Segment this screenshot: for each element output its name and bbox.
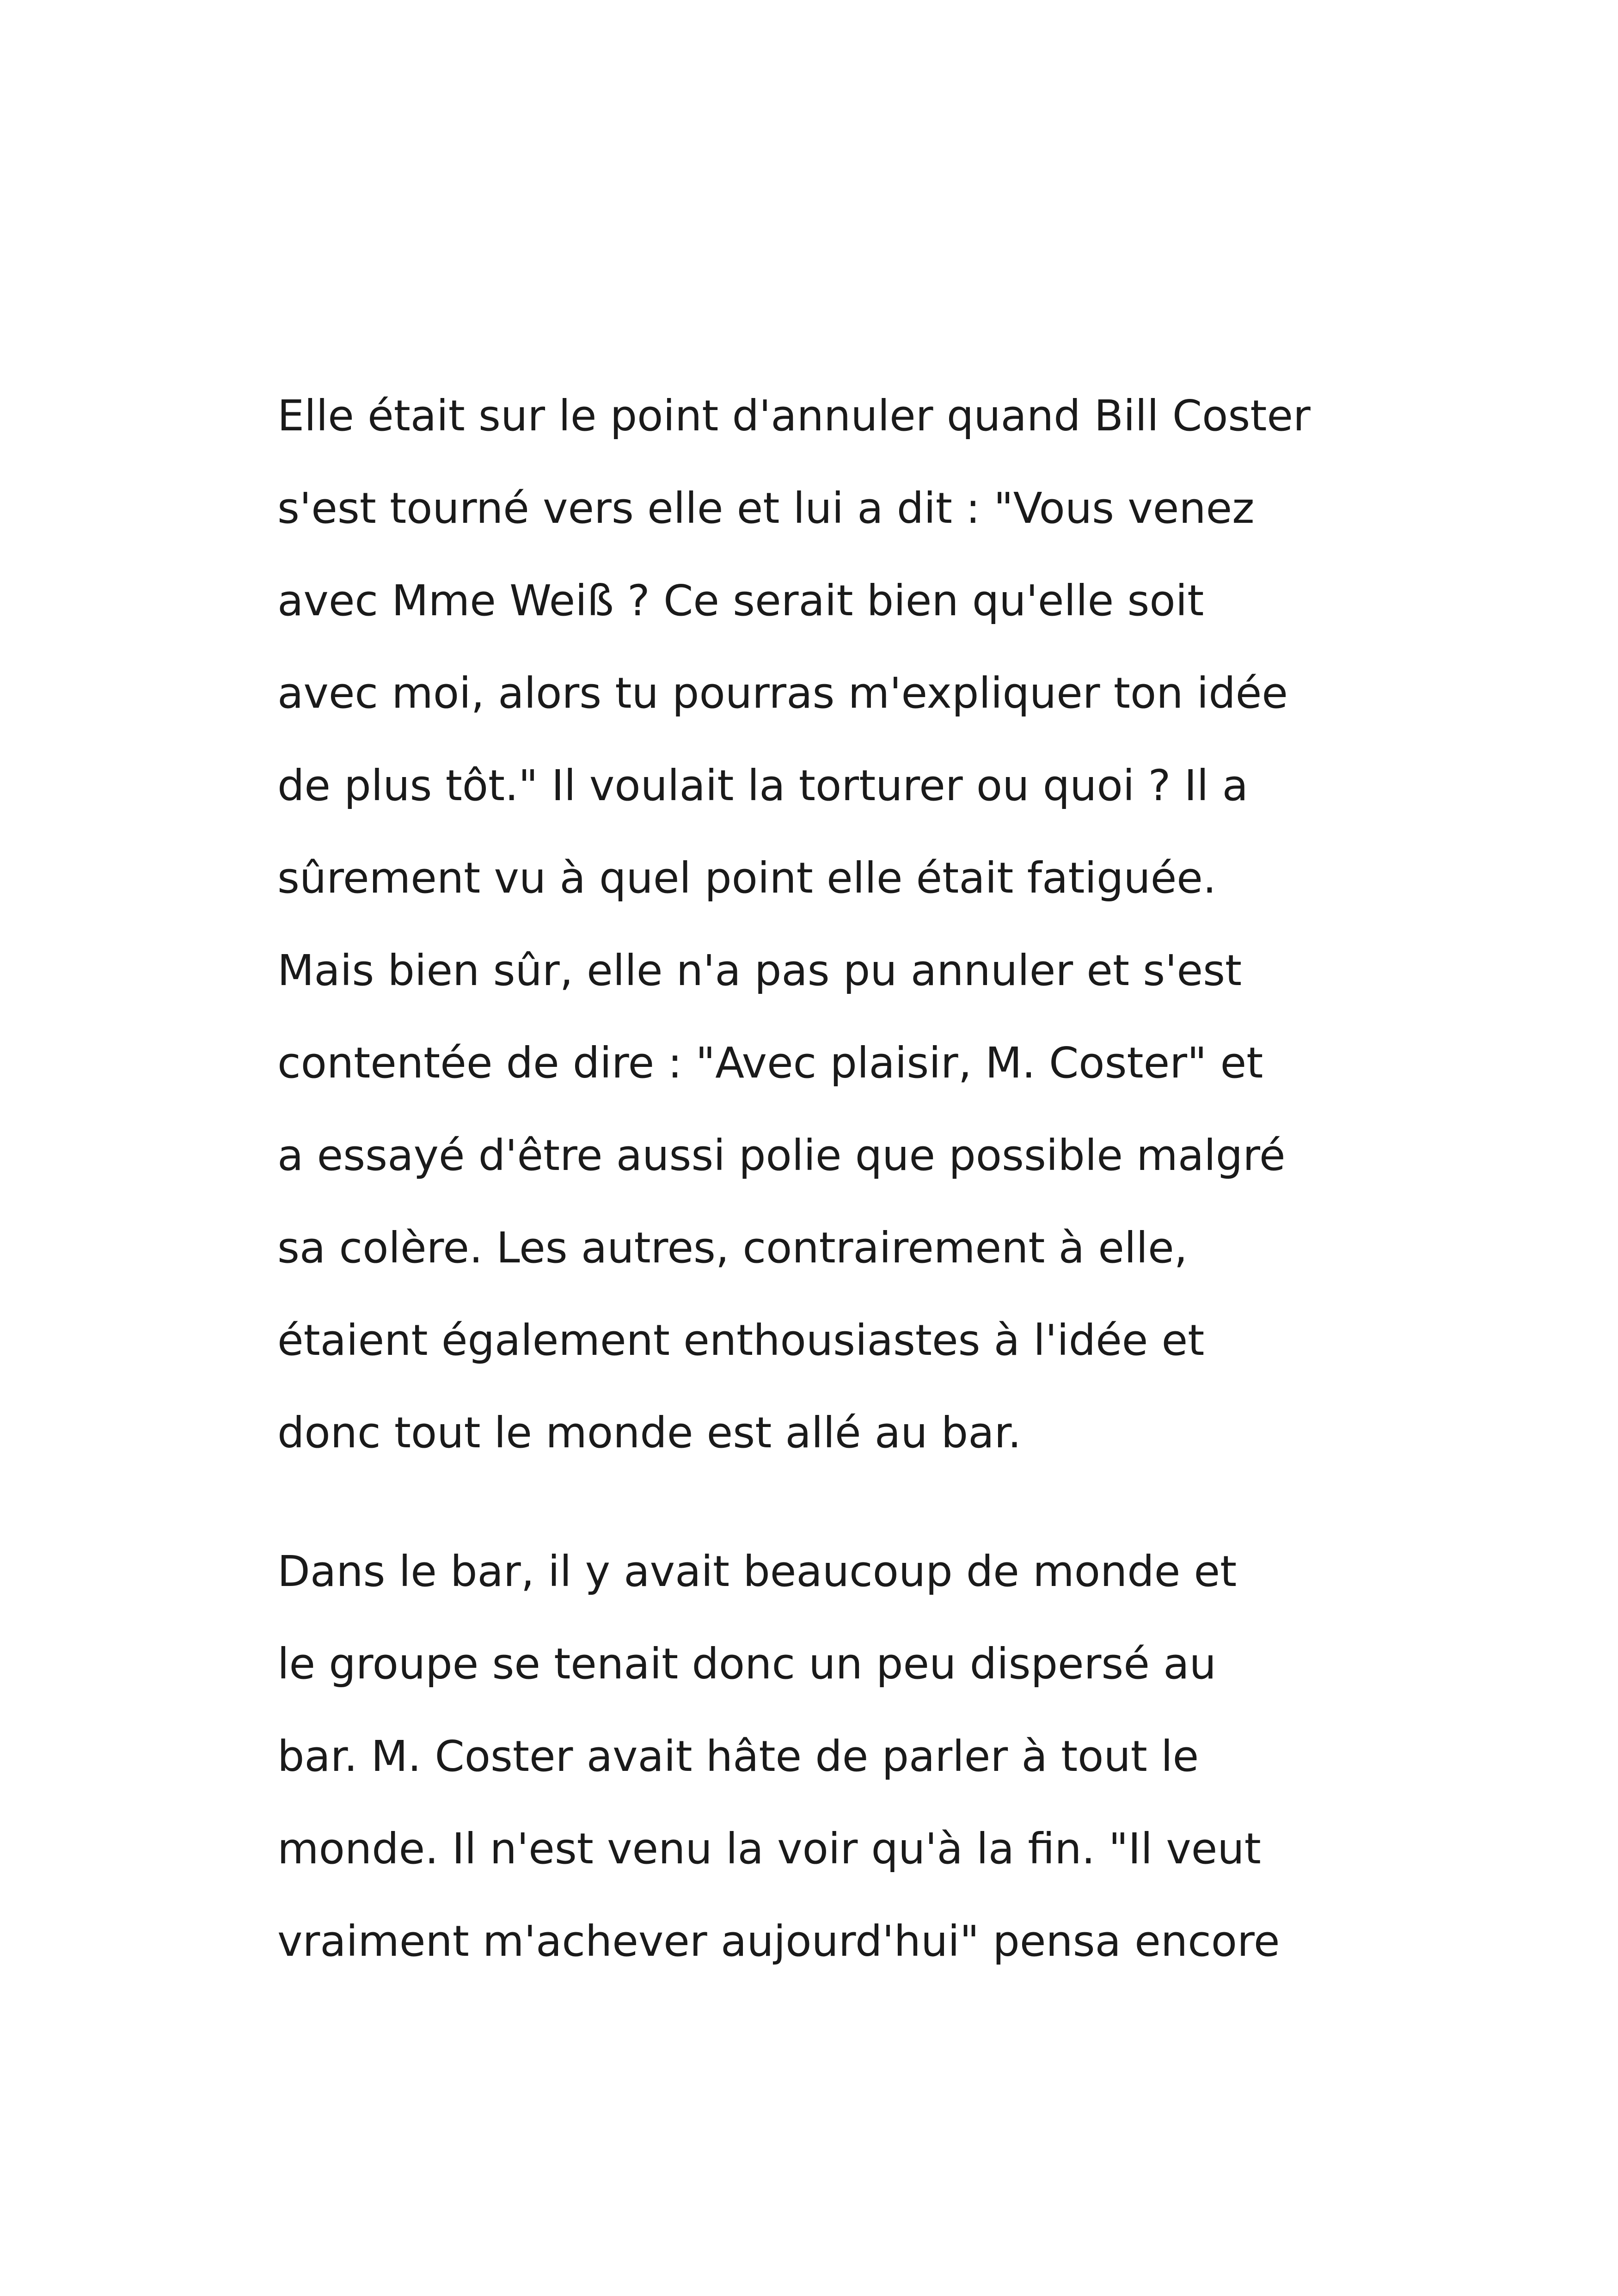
text-line: avec moi, alors tu pourras m'expliquer ton idée xyxy=(277,668,1288,718)
text-line: avec Mme Weiß ? Ce serait bien qu'elle soit xyxy=(277,576,1204,625)
text-line: de plus tôt." Il voulait la torturer ou quoi ? Il a xyxy=(277,761,1248,810)
paragraph-1 xyxy=(277,370,1387,1479)
text-line: s'est tourné vers elle et lui a dit : "Vous venez xyxy=(277,484,1255,533)
text-line: Elle était sur le point d'annuler quand Bill Coster xyxy=(277,391,1311,441)
text-line: Dans le bar, il y avait beaucoup de monde et xyxy=(277,1547,1237,1596)
text-line: le groupe se tenait donc un peu dispersé au xyxy=(277,1639,1216,1689)
text-line: bar. M. Coster avait hâte de parler à tout le xyxy=(277,1732,1199,1781)
text-line: étaient également enthousiastes à l'idée et xyxy=(277,1316,1205,1365)
text-line: Mais bien sûr, elle n'a pas pu annuler et s'est xyxy=(277,946,1242,995)
text-line: vraiment m'achever aujourd'hui" pensa encore xyxy=(277,1916,1280,1966)
text-line: monde. Il n'est venu la voir qu'à la fin. "Il veut xyxy=(277,1824,1261,1874)
text-line: sûrement vu à quel point elle était fatiguée. xyxy=(277,853,1217,903)
text-line: contentée de dire : "Avec plaisir, M. Coster" et xyxy=(277,1038,1263,1088)
paragraph-2 xyxy=(277,1525,1387,1988)
text-line: a essayé d'être aussi polie que possible malgré xyxy=(277,1131,1286,1180)
text-line: donc tout le monde est allé au bar. xyxy=(277,1408,1022,1457)
text-line: sa colère. Les autres, contrairement à elle, xyxy=(277,1223,1188,1273)
